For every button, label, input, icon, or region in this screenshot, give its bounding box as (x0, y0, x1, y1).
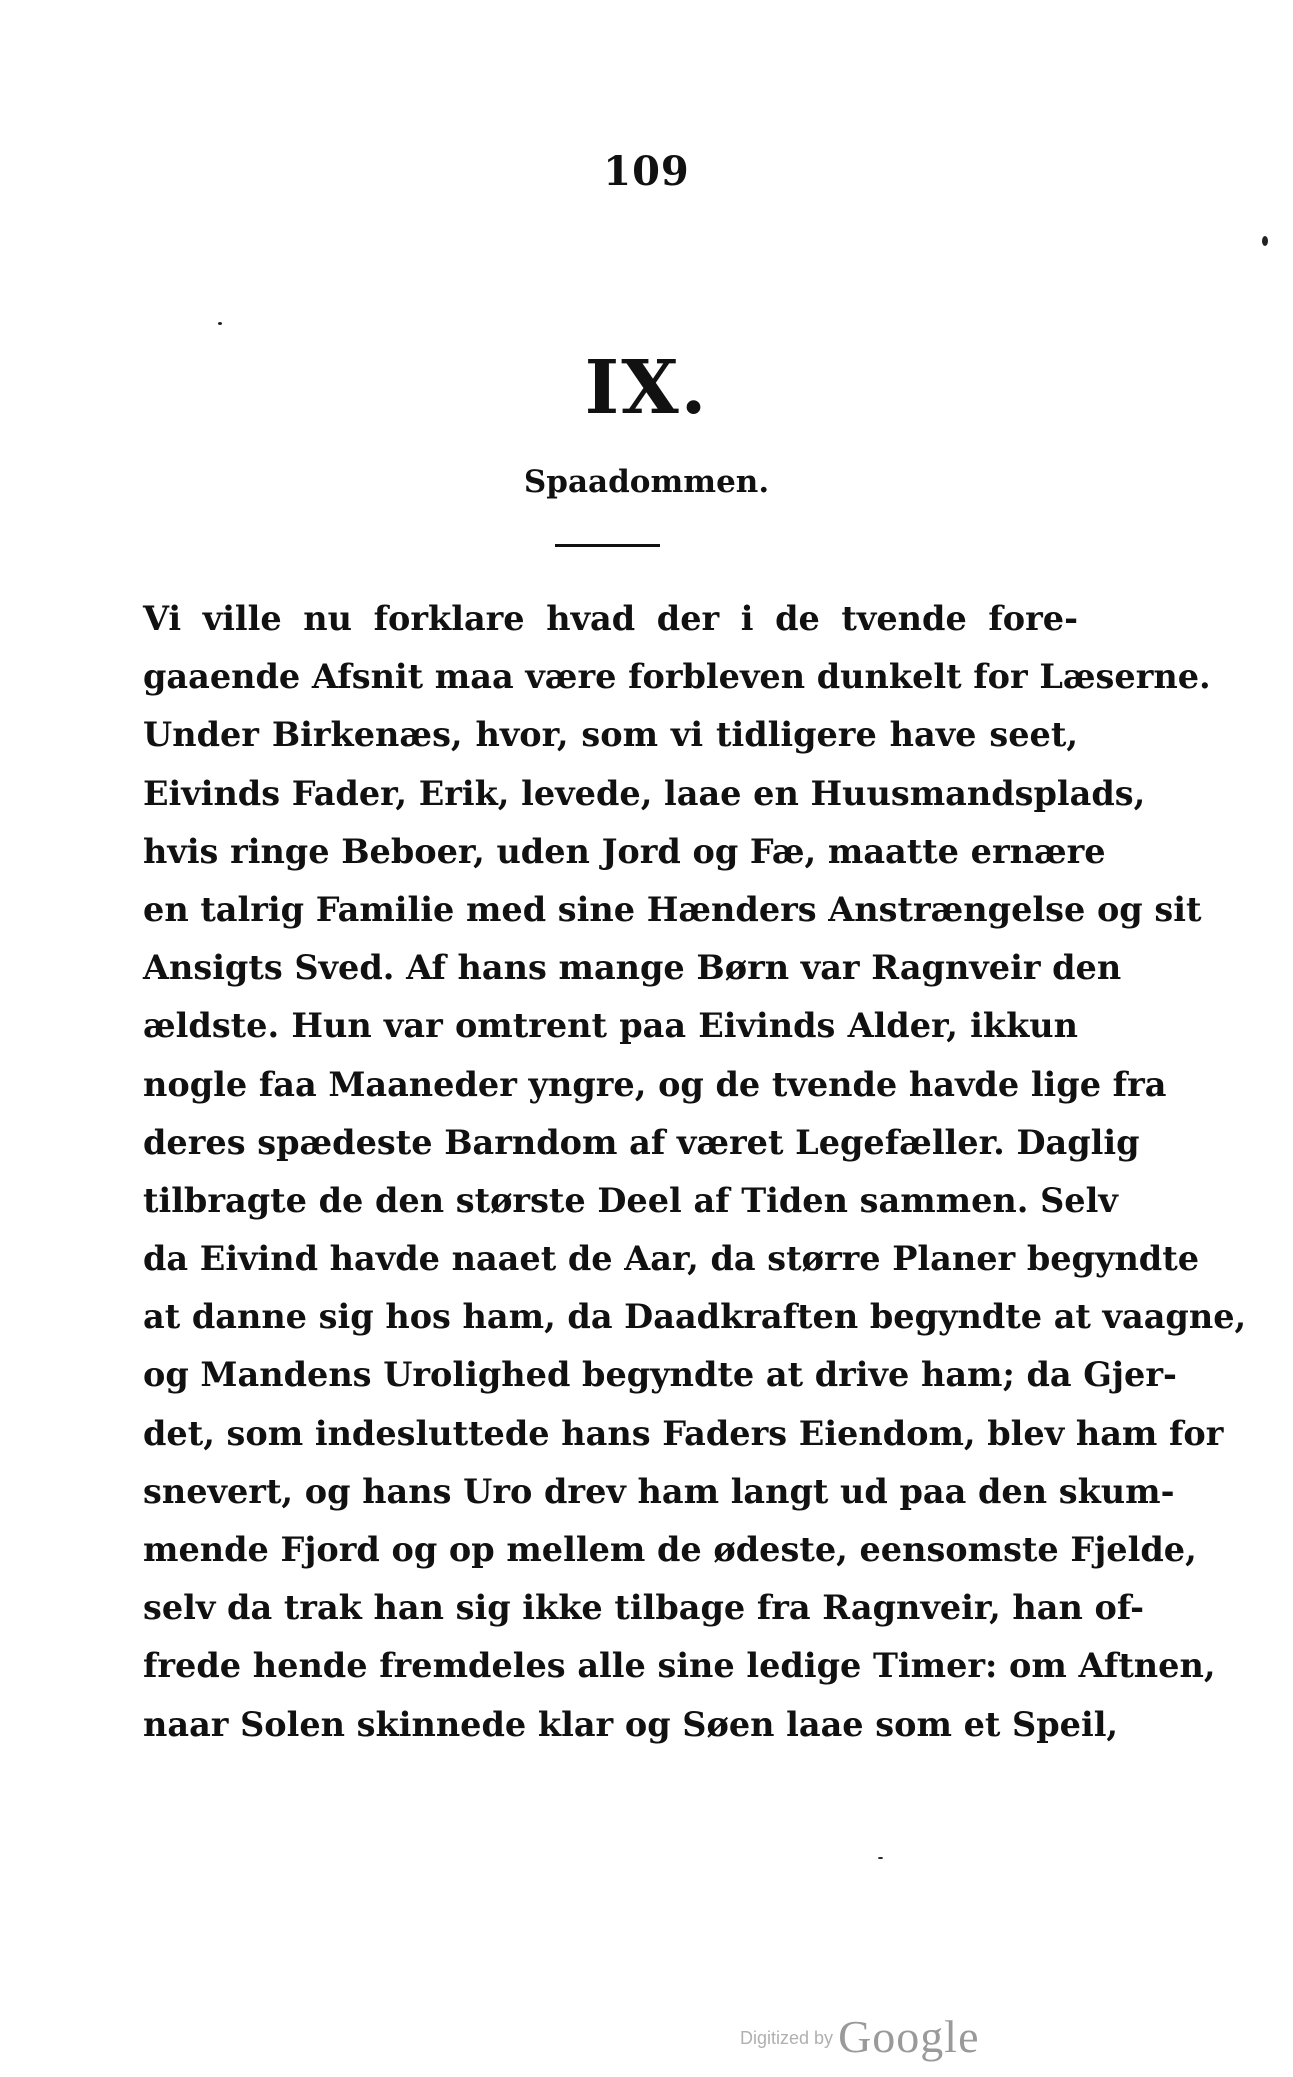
digitized-credit (740, 2010, 979, 2063)
scan-mark (218, 322, 222, 325)
text-line: selv da trak han sig ikke tilbage fra Ragnveir, han of- (143, 1588, 1144, 1628)
digitized-label: Digitized by (740, 2028, 834, 2048)
text-line: Eivinds Fader, Erik, levede, laae en Huusmandsplads, (143, 773, 1146, 813)
text-line: tilbragte de den største Deel af Tiden sammen. Selv (143, 1180, 1118, 1220)
chapter-numeral: IX. (584, 345, 709, 431)
text-line: naar Solen skinnede klar og Søen laae som et Speil, (143, 1704, 1119, 1744)
text-line: ældste. Hun var omtrent paa Eivinds Alder, ikkun (143, 1006, 1078, 1046)
page-number: 109 (603, 148, 690, 195)
body-text (143, 590, 1247, 1754)
text-line: mende Fjord og op mellem de ødeste, eensomste Fjelde, (143, 1530, 1197, 1569)
text-line: da Eivind havde naaet de Aar, da større Planer begyndte (143, 1239, 1200, 1279)
google-logo: Google (838, 2011, 980, 2062)
text-line: Ansigts Sved. Af hans mange Børn var Ragnveir den (143, 948, 1122, 988)
text-line: gaaende Afsnit maa være forbleven dunkelt for Læserne. (143, 657, 1211, 697)
text-line: det, som indesluttede hans Faders Eiendom, blev ham for (143, 1413, 1224, 1453)
text-line: Under Birkenæs, hvor, som vi tidligere have seet, (143, 715, 1078, 755)
scan-mark (1262, 236, 1268, 246)
text-line: hvis ringe Beboer, uden Jord og Fæ, maatte ernære (143, 831, 1106, 871)
text-line: en talrig Familie med sine Hænders Anstrængelse og sit (143, 889, 1202, 929)
title-divider (555, 544, 660, 547)
text-line: deres spædeste Barndom af været Legefæller. Daglig (143, 1122, 1140, 1162)
text-line: Vi ville nu forklare hvad der i de tvende fore- (143, 599, 1078, 638)
scan-mark (878, 1857, 883, 1859)
text-line: nogle faa Maaneder yngre, og de tvende havde lige fra (143, 1064, 1167, 1104)
text-line: frede hende fremdeles alle sine ledige Timer: om Aftnen, (143, 1646, 1216, 1686)
chapter-title: Spaadommen. (523, 464, 770, 500)
text-line: snevert, og hans Uro drev ham langt ud paa den skum- (143, 1471, 1175, 1511)
text-line: og Mandens Urolighed begyndte at drive ham; da Gjer- (143, 1355, 1177, 1395)
text-line: at danne sig hos ham, da Daadkraften begyndte at vaagne, (143, 1297, 1247, 1337)
